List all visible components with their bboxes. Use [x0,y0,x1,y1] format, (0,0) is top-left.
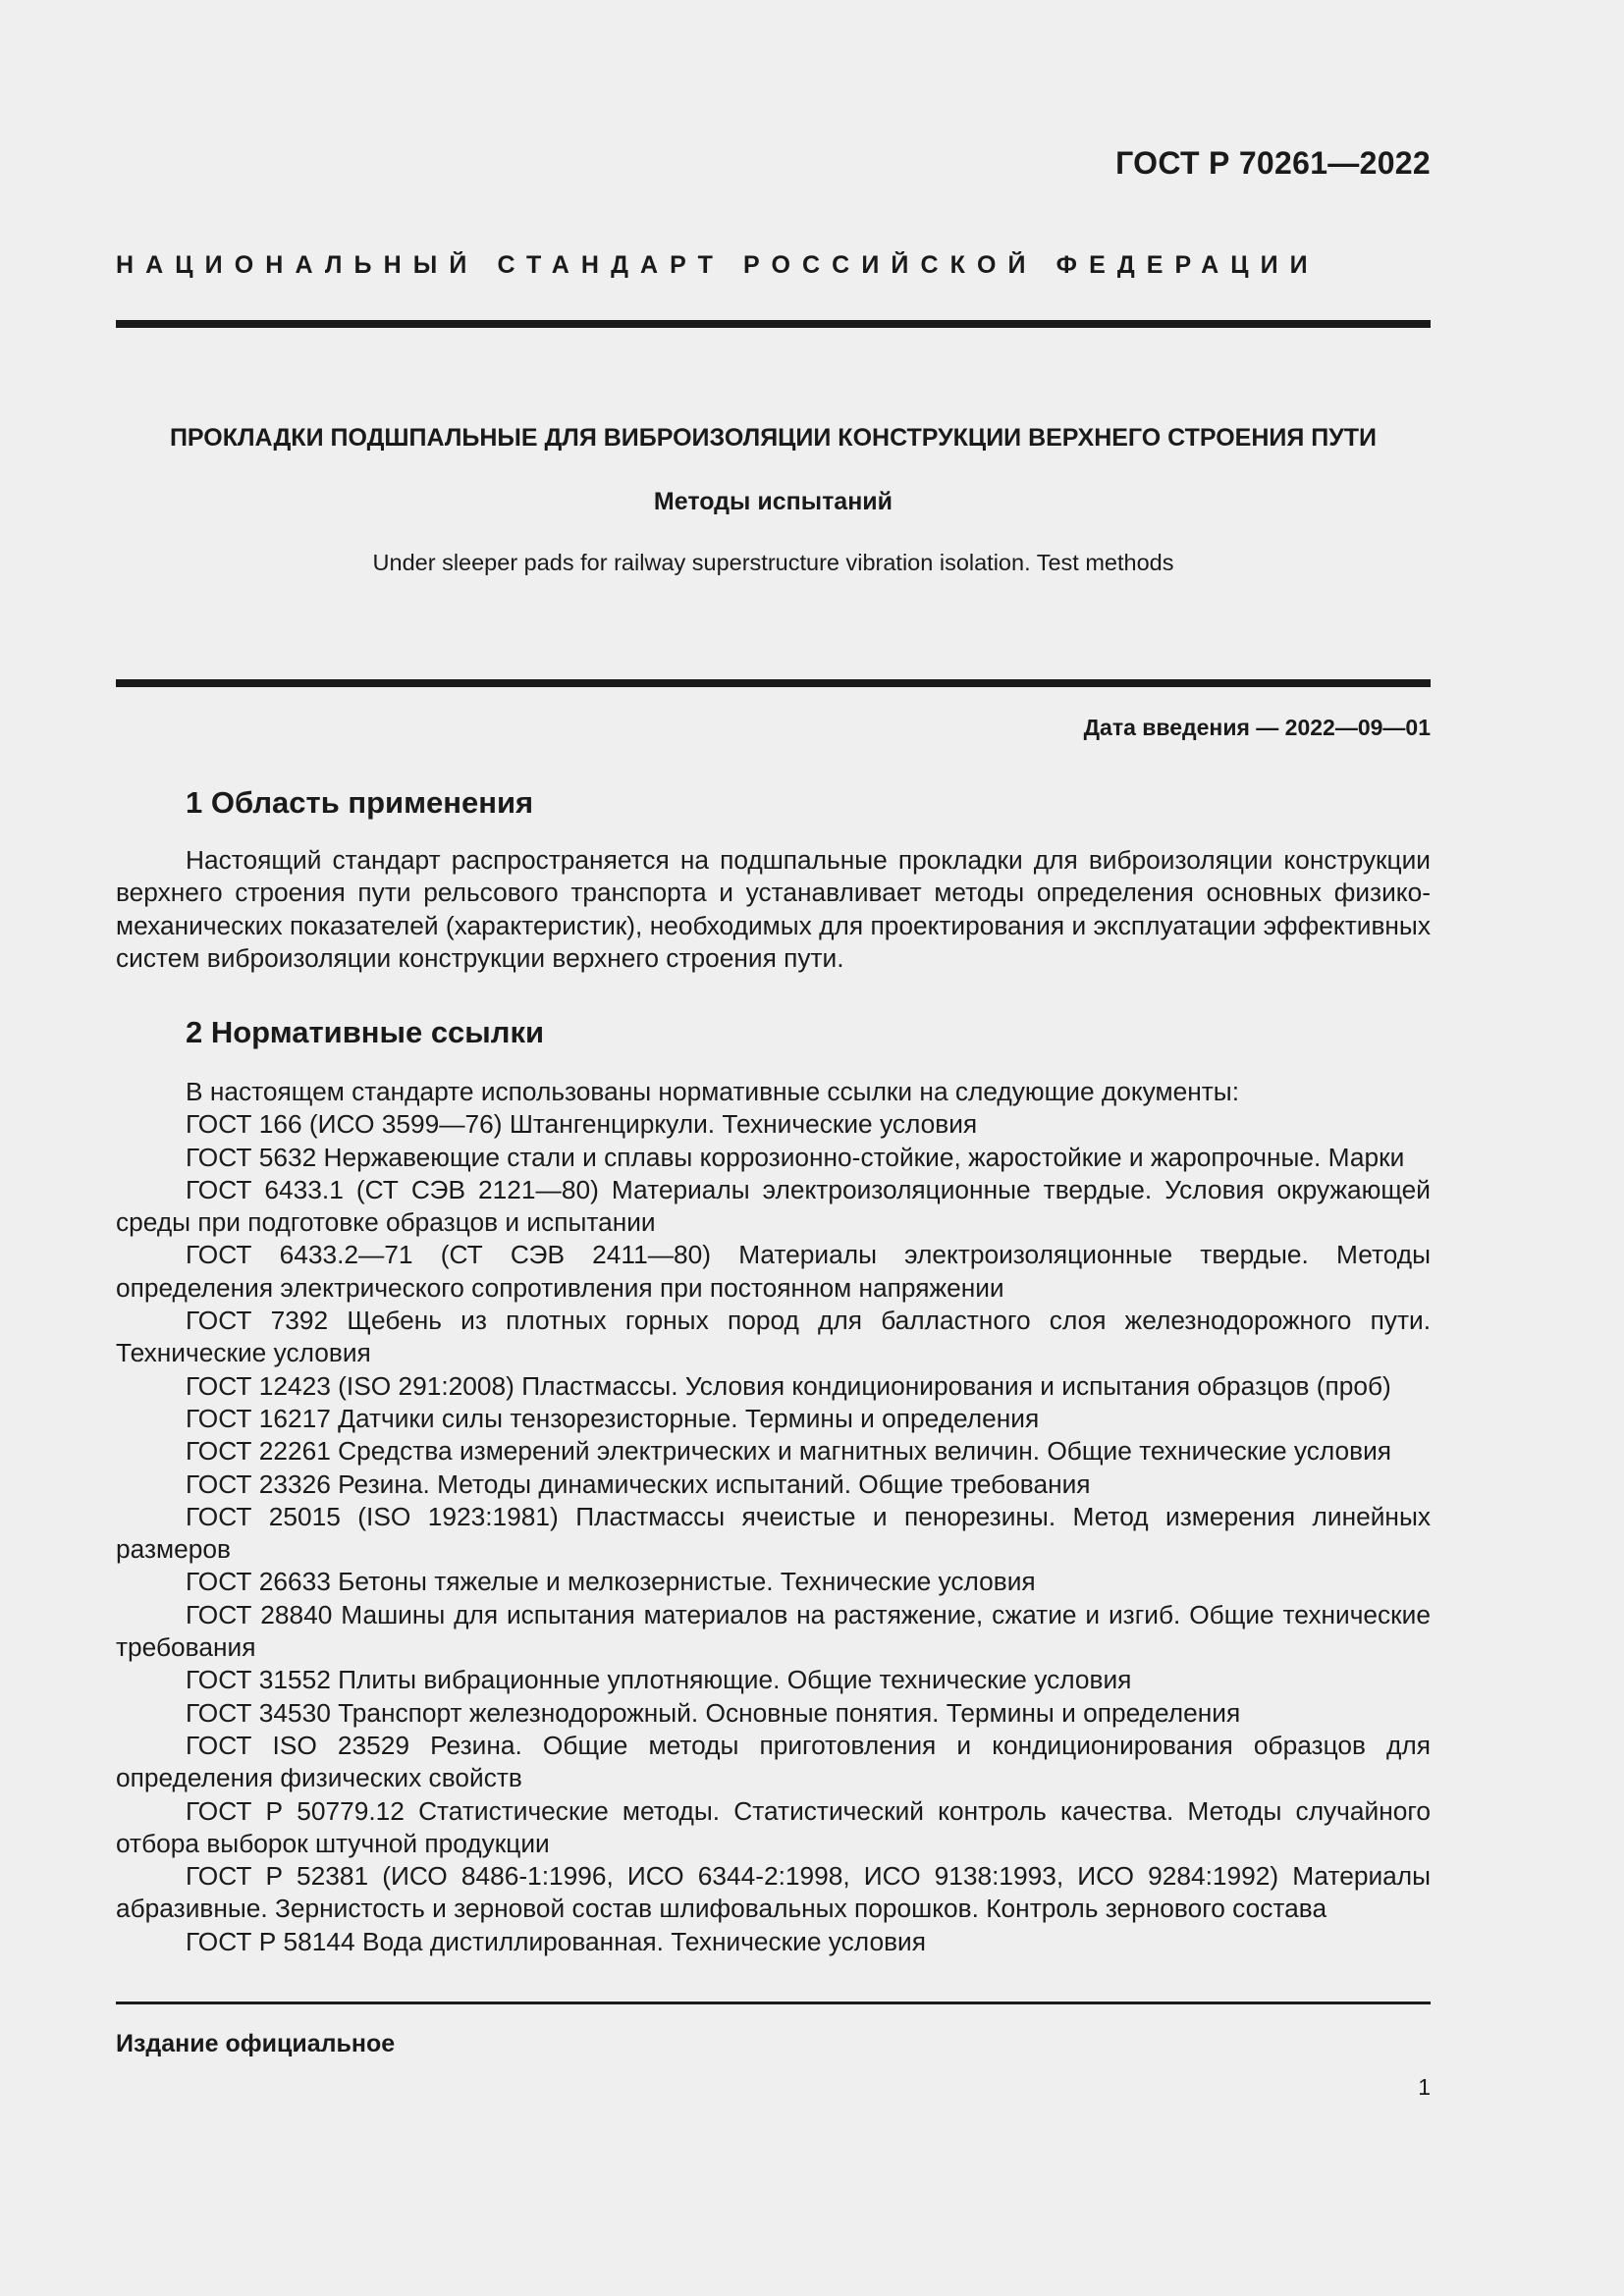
reference-item: ГОСТ 5632 Нержавеющие стали и сплавы коррозионно-стойкие, жаростойкие и жаропрочные. Марки [186,1142,1405,1172]
reference-item: ГОСТ 28840 Машины для испытания материалов на растяжение, сжатие и изгиб. Общие технические требования [116,1599,1431,1663]
section-1-heading: 1 Область применения [186,785,534,820]
reference-item: ГОСТ 16217 Датчики силы тензорезисторные. Термины и определения [186,1403,1040,1433]
reference-item: ГОСТ 7392 Щебень из плотных горных пород для балластного слоя железнодорожного пути. Технические условия [116,1306,1431,1368]
reference-item: ГОСТ 23326 Резина. Методы динамических испытаний. Общие требования [186,1468,1091,1499]
normative-references-list [116,1076,1431,1958]
reference-item: ГОСТ 166 (ИСО 3599—76) Штангенциркули. Технические условия [186,1109,978,1140]
document-subtitle: Методы испытаний [653,488,893,515]
section-1-text [116,844,1431,975]
official-edition-label: Издание официальное [116,2030,396,2057]
reference-item: ГОСТ Р 52381 (ИСО 8486-1:1996, ИСО 6344-2:1998, ИСО 9138:1993, ИСО 9284:1992) Материалы абразивные. Зернистость и зерновой состав шлифовальных порошков. Контроль зернового состава [116,1861,1431,1924]
reference-item: ГОСТ 25015 (ISO 1923:1981) Пластмассы ячеистые и пенорезины. Метод измерения линейных размеров [116,1501,1431,1565]
reference-item: ГОСТ 6433.2—71 (СТ СЭВ 2411—80) Материалы электроизоляционные твердые. Методы определения электрического сопротивления при постоянном напряжении [116,1240,1431,1303]
reference-item: ГОСТ 22261 Средства измерений электрических и магнитных величин. Общие технические условия [186,1436,1392,1467]
reference-item: ГОСТ 6433.1 (СТ СЭВ 2121—80) Материалы электроизоляционные твердые. Условия окружающей среды при подготовке образцов и испытании [116,1174,1431,1238]
section-1-paragraph: Настоящий стандарт распространяется на подшпальные прокладки для виброизоляции конструкции верхнего строения пути рельсового транспорта и устанавливает методы определения основных физико-механических показателей (характеристик), необходимых для проектирования и эксплуатации эффективных систем виброизоляции конструкции верхнего строения пути. [116,845,1431,973]
reference-item: ГОСТ 34530 Транспорт железнодорожный. Основные понятия. Термины и определения [186,1697,1241,1728]
title-bottom-rule [116,679,1431,687]
english-title: Under sleeper pads for railway superstructure vibration isolation. Test methods [372,550,1174,575]
footer-rule [116,2002,1431,2004]
reference-item: ГОСТ ISO 23529 Резина. Общие методы приготовления и кондиционирования образцов для определения физических свойств [116,1730,1431,1793]
reference-item: ГОСТ 31552 Плиты вибрационные уплотняющие. Общие технические условия [186,1665,1132,1695]
top-rule [116,320,1431,328]
reference-item: ГОСТ 26633 Бетоны тяжелые и мелкозернистые. Технические условия [186,1567,1036,1597]
page-number: 1 [1418,2074,1431,2100]
references-intro: В настоящем стандарте использованы нормативные ссылки на следующие документы: [186,1077,1239,1106]
document-title: ПРОКЛАДКИ ПОДШПАЛЬНЫЕ ДЛЯ ВИБРОИЗОЛЯЦИИ КОНСТРУКЦИИ ВЕРХНЕГО СТРОЕНИЯ ПУТИ [169,424,1378,452]
reference-item: ГОСТ 12423 (ISO 291:2008) Пластмассы. Условия кондиционирования и испытания образцов (проб) [186,1370,1391,1401]
national-standard-banner: НАЦИОНАЛЬНЫЙ СТАНДАРТ РОССИЙСКОЙ ФЕДЕРАЦИИ [116,251,1320,279]
standard-code: ГОСТ Р 70261—2022 [1115,145,1431,181]
introduction-date: Дата введения — 2022—09—01 [1083,715,1431,740]
reference-item: ГОСТ Р 50779.12 Статистические методы. Статистический контроль качества. Методы случайного отбора выборок штучной продукции [116,1795,1431,1858]
reference-item: ГОСТ Р 58144 Вода дистиллированная. Технические условия [186,1926,926,1956]
section-2-heading: 2 Нормативные ссылки [186,1015,545,1049]
